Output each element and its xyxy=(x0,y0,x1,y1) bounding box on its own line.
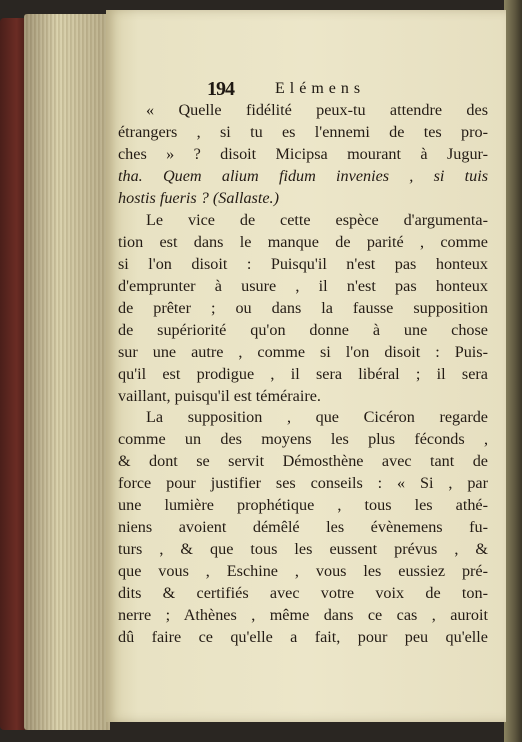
text-line: si l'on disoit : Puisqu'il n'est pas honteux xyxy=(118,255,488,273)
running-title: Elémens xyxy=(275,80,366,97)
text-line: une lumière prophétique , tous les athé- xyxy=(118,496,488,514)
text-line: ches » ? disoit Micipsa mourant à Jugur- xyxy=(118,145,488,163)
text-line: niens avoient démêlé les évènemens fu- xyxy=(118,518,488,536)
text-line: force pour justifier ses conseils : « Si , par xyxy=(118,474,488,492)
page-edges xyxy=(24,14,110,730)
page-number: 194 xyxy=(207,78,234,100)
text-line: tha. Quem alium fidum invenies , si tuis xyxy=(118,167,488,185)
text-line: de prêter ; ou dans la fausse supposition xyxy=(118,299,488,317)
text-line: qu'il est prodigue , il sera libéral ; il sera xyxy=(118,365,488,383)
text-line: d'emprunter à usure , il n'est pas honteux xyxy=(118,277,488,295)
text-line: Le vice de cette espèce d'argumenta- xyxy=(146,211,488,229)
text-line: que vous , Eschine , vous les eussiez pré- xyxy=(118,562,488,580)
text-line: étrangers , si tu es l'ennemi de tes pro- xyxy=(118,123,488,141)
text-line: comme un des moyens les plus féconds , xyxy=(118,430,488,448)
text-line: hostis fueris ? (Sallaste.) xyxy=(118,189,279,207)
text-line: dû faire ce qu'elle a fait, pour peu qu'elle xyxy=(118,628,488,646)
text-line: de supériorité qu'on donne à une chose xyxy=(118,321,488,339)
text-line: vaillant, puisqu'il est téméraire. xyxy=(118,387,321,405)
text-line: dits & certifiés avec votre voix de ton- xyxy=(118,584,488,602)
text-line: La supposition , que Cicéron regarde xyxy=(146,408,488,426)
text-line: & dont se servit Démosthène avec tant de xyxy=(118,452,488,470)
text-line: nerre ; Athènes , même dans ce cas , auroit xyxy=(118,606,488,624)
text-line: turs , & que tous les eussent prévus , & xyxy=(118,540,488,558)
text-line: « Quelle fidélité peux-tu attendre des xyxy=(146,101,488,119)
facing-page-edge xyxy=(504,0,522,742)
text-line: tion est dans le manque de parité , comme xyxy=(118,233,488,251)
text-line: sur une autre , comme si l'on disoit : Puis- xyxy=(118,343,488,361)
